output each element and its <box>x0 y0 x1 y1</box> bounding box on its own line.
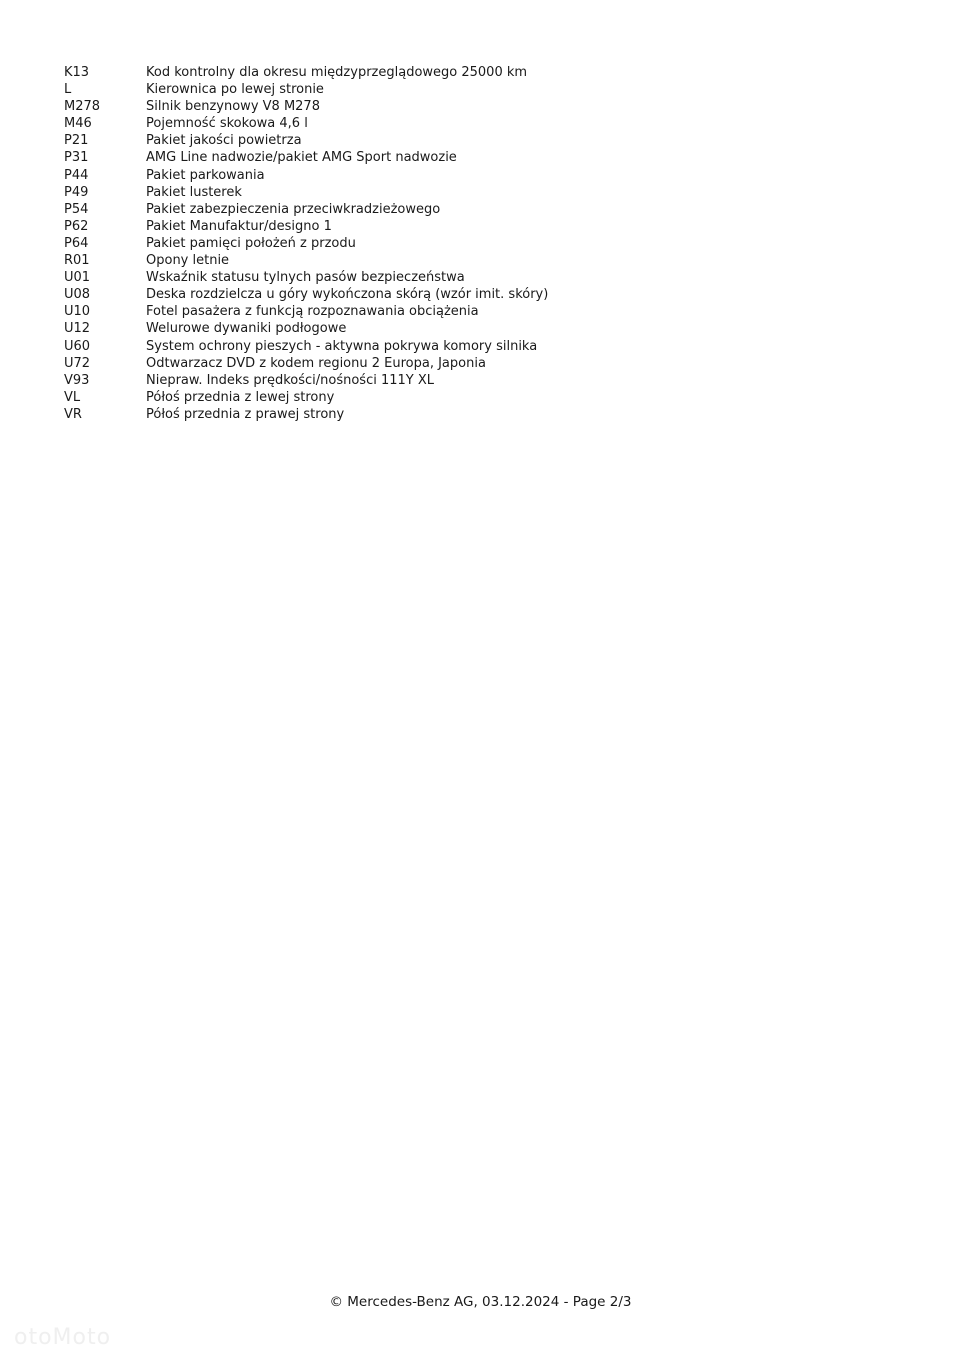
equipment-description: Wskaźnik statusu tylnych pasów bezpieczeństwa <box>146 270 465 286</box>
equipment-code: V93 <box>64 372 90 388</box>
equipment-code: R01 <box>64 253 90 269</box>
code-row <box>64 98 684 115</box>
equipment-description: Pakiet zabezpieczenia przeciwkradzieżowego <box>146 201 441 217</box>
page-footer: © Mercedes-Benz AG, 03.12.2024 - Page 2/3 <box>329 1294 632 1310</box>
equipment-code: VR <box>64 406 82 422</box>
equipment-code: VL <box>64 389 81 405</box>
equipment-code: U08 <box>64 287 91 303</box>
equipment-description: Pakiet Manufaktur/designo 1 <box>146 218 332 234</box>
code-row <box>64 218 684 235</box>
equipment-description: Półoś przednia z lewej strony <box>146 389 335 405</box>
code-row <box>64 167 684 184</box>
code-row <box>64 372 684 389</box>
equipment-code: P54 <box>64 201 89 217</box>
equipment-code: K13 <box>64 65 90 80</box>
equipment-code: P44 <box>64 167 89 183</box>
code-row <box>64 269 684 286</box>
watermark-logo: otoMoto <box>14 1325 112 1350</box>
code-row <box>64 320 684 337</box>
equipment-code: P64 <box>64 235 89 251</box>
equipment-code: U60 <box>64 338 91 354</box>
equipment-description: Opony letnie <box>146 253 230 269</box>
code-row <box>64 201 684 218</box>
code-row <box>64 389 684 406</box>
code-row <box>64 235 684 252</box>
equipment-code: P31 <box>64 150 89 166</box>
equipment-code: U72 <box>64 355 91 371</box>
equipment-description: Niepraw. Indeks prędkości/nośności 111Y XL <box>146 372 434 388</box>
equipment-description: Odtwarzacz DVD z kodem regionu 2 Europa, Japonia <box>146 355 486 371</box>
equipment-description: Silnik benzynowy V8 M278 <box>146 99 320 115</box>
equipment-description: AMG Line nadwozie/pakiet AMG Sport nadwozie <box>146 150 457 166</box>
code-row <box>64 115 684 132</box>
equipment-description: Kod kontrolny dla okresu międzyprzeglądowego 25000 km <box>146 65 528 80</box>
equipment-code: M46 <box>64 116 92 132</box>
code-row <box>64 81 684 98</box>
equipment-code: L <box>64 82 72 98</box>
equipment-description: System ochrony pieszych - aktywna pokrywa komory silnika <box>146 338 538 354</box>
code-row <box>64 355 684 372</box>
code-row <box>64 303 684 320</box>
code-row <box>64 338 684 355</box>
equipment-description: Półoś przednia z prawej strony <box>146 406 345 422</box>
equipment-code: M278 <box>64 99 101 115</box>
equipment-code: U12 <box>64 321 91 337</box>
equipment-description: Pojemność skokowa 4,6 l <box>146 116 308 132</box>
code-row <box>64 132 684 149</box>
equipment-code: P62 <box>64 218 89 234</box>
equipment-code: U01 <box>64 270 91 286</box>
equipment-code-list <box>64 64 684 423</box>
code-row <box>64 64 684 81</box>
equipment-description: Pakiet parkowania <box>146 167 265 183</box>
equipment-description: Pakiet lusterek <box>146 184 242 200</box>
equipment-description: Welurowe dywaniki podłogowe <box>146 321 347 337</box>
equipment-description: Fotel pasażera z funkcją rozpoznawania obciążenia <box>146 304 479 320</box>
equipment-description: Deska rozdzielcza u góry wykończona skórą (wzór imit. skóry) <box>146 287 549 303</box>
equipment-code: U10 <box>64 304 91 320</box>
equipment-description: Kierownica po lewej stronie <box>146 82 324 98</box>
code-row <box>64 406 684 423</box>
code-row <box>64 184 684 201</box>
equipment-description: Pakiet jakości powietrza <box>146 133 302 149</box>
code-row <box>64 252 684 269</box>
equipment-description: Pakiet pamięci położeń z przodu <box>146 235 356 251</box>
code-row <box>64 286 684 303</box>
code-row <box>64 149 684 166</box>
equipment-code: P49 <box>64 184 89 200</box>
equipment-code: P21 <box>64 133 89 149</box>
